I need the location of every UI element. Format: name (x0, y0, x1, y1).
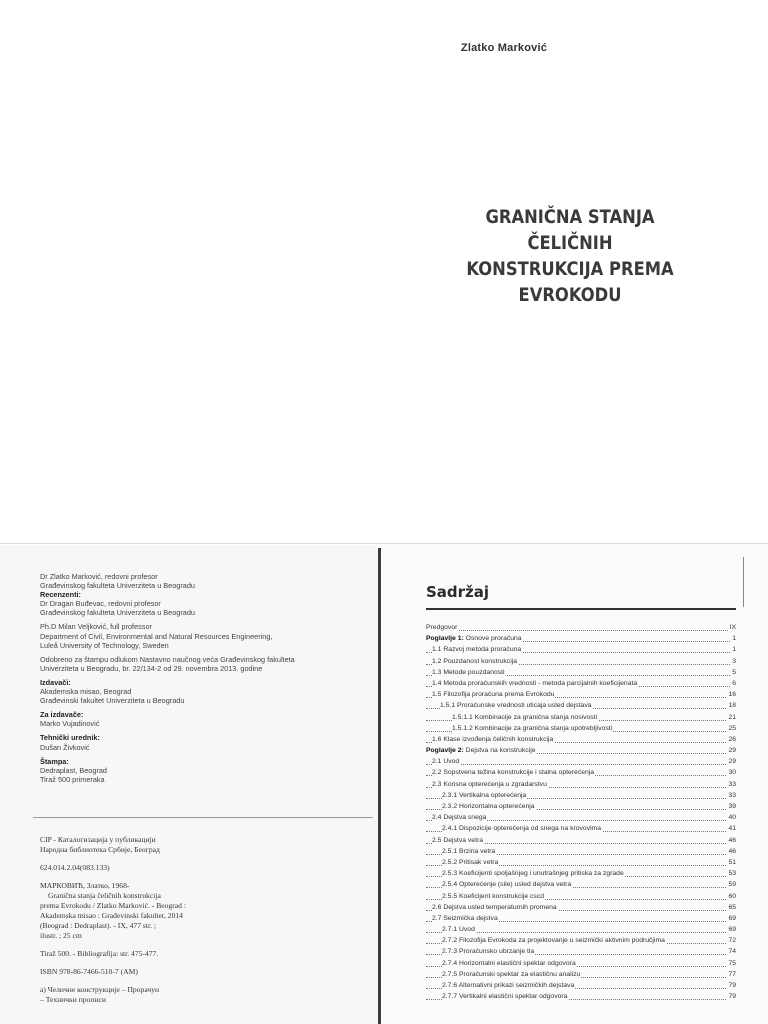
toc-entry-title: 2.7.5 Proračunski spektar za elastičnu analizu (442, 969, 581, 980)
toc-page-number: 51 (727, 857, 736, 868)
toc-entry-title: 2.7.2 Filozofija Evrokoda za projektovanje u seizmički aktivnim područjima (442, 935, 666, 946)
toc-entry (426, 790, 736, 801)
toc-entry (426, 812, 736, 823)
toc-entry-title: 2.7.1 Uvod (442, 924, 476, 935)
imprint-author-line-1: Dr Zlatko Marković, redovni profesor (40, 572, 158, 581)
toc-entry (426, 801, 736, 812)
cip-entry-line-3: prema Evrokodu / Zlatko Marković. - Beograd : (40, 901, 186, 910)
page-edge (743, 557, 744, 607)
toc-page-number: 16 (727, 689, 736, 700)
toc-page-number: 40 (727, 812, 736, 823)
book-title (450, 204, 691, 308)
page-divider (0, 543, 768, 544)
toc-page-number: 21 (727, 712, 736, 723)
toc-entry (426, 633, 736, 644)
toc-entry-title: 2.7.6 Alternativni prikazi seizmičkih dejstava (442, 980, 575, 991)
toc-entry (426, 745, 736, 756)
imprint-author-line-2: Građevinskog fakulteta Univerziteta u Beogradu (40, 581, 195, 591)
toc-leader-dots (426, 764, 736, 765)
for-publisher-label: Za izdavače: (40, 710, 84, 720)
toc-page-number: 25 (727, 723, 736, 734)
book-title-line-3: EVROKODU (518, 284, 622, 306)
book-title-line-2: KONSTRUKCIJA PREMA (466, 258, 674, 280)
toc-entry-title: 2.7 Seizmička dejstva (432, 913, 499, 924)
toc-entry-title: 1.1 Razvoj metoda proračuna (432, 644, 522, 655)
toc-page-number: 53 (727, 868, 736, 879)
toc-entry-title: 2.4.1 Dispozicije opterećenja od snega na krovovima (442, 823, 602, 834)
toc-entry-title: 2.5.5 Koeficijent konstrukcije cscd (442, 891, 545, 902)
toc-entry-title: 1.3 Metode pouzdanosti (432, 667, 506, 678)
toc-page-number: 26 (727, 734, 736, 745)
toc-entry-title: 1.2 Pouzdanost konstrukcija (432, 656, 518, 667)
toc-entry-title: 2.3 Korisna opterećenja u zgradarstvu (432, 779, 548, 790)
toc-page-number: 1 (731, 644, 736, 655)
toc-entry (426, 756, 736, 767)
toc-entry (426, 656, 736, 667)
imprint-block (40, 572, 370, 784)
toc-entry-title: 2.2 Sopstvena težina konstrukcije i stalna opterećenja (432, 767, 595, 778)
toc-entry-title: 1.5.1 Proračunske vrednosti uticaja usled dejstava (440, 700, 593, 711)
toc-entry (426, 712, 736, 723)
toc-entry (426, 935, 736, 946)
toc-rule (426, 608, 736, 610)
tech-editor-label: Tehnički urednik: (40, 733, 100, 743)
toc-entry-title: 2.3.1 Vertikalna opterećenja (442, 790, 527, 801)
toc-entry (426, 700, 736, 711)
toc-entry (426, 734, 736, 745)
cip-isbn: ISBN 978-86-7466-510-7 (AM) (40, 967, 138, 976)
toc-chapter-title: Dejstva na konstrukcije (463, 747, 536, 755)
cover-author: Zlatko Marković (460, 42, 548, 54)
toc-leader-dots (426, 630, 736, 631)
toc-page-number: 74 (727, 946, 736, 957)
toc-entry (426, 913, 736, 924)
toc-page-number: 41 (727, 823, 736, 834)
toc-entry-title: 2.5.4 Opterećenje (sile) usled dejstva vetra (442, 879, 572, 890)
publisher-line-1: Akademska misao, Beograd (40, 687, 132, 697)
cip-line-1: CIP - Каталогизација у публикацији (40, 835, 156, 844)
toc-page-number: 29 (727, 756, 736, 767)
cip-entry-line-6: ilustr. ; 25 cm (40, 931, 82, 940)
toc-entry (426, 779, 736, 790)
printer-name: Dedraplast, Beograd (40, 765, 107, 775)
toc-title: Sadržaj (426, 583, 490, 601)
toc-entry (426, 857, 736, 868)
toc-entry-title: 2.6 Dejstva usled temperaturnih promena (432, 902, 558, 913)
publisher-label: Izdavači: (40, 677, 71, 687)
cip-notes: Tiraž 500. - Bibliografija: str. 475-477. (40, 949, 159, 958)
toc-entry (426, 868, 736, 879)
toc-page-number: 18 (727, 700, 736, 711)
toc-entry (426, 924, 736, 935)
toc-page-number: 33 (727, 790, 736, 801)
toc-entry (426, 991, 736, 1002)
toc-entry-title (426, 745, 537, 756)
toc-page-number: 69 (727, 924, 736, 935)
toc-entry-title: 2.5.3 Koeficijenti spoljašnjeg i unutrašnjeg pritiska za zgrade (442, 868, 625, 879)
toc-chapter-label: Poglavlje 1: (426, 635, 464, 643)
toc-entry-title: 1.6 Klase izvođenja čeličnih konstrukcija (432, 734, 554, 745)
cip-line-2: Народна библиотека Србије, Београд (40, 845, 160, 854)
reviewer-2-line-1: Ph.D Milan Veljković, full professor (40, 622, 152, 632)
toc-page-number: 79 (727, 980, 736, 991)
toc-entry (426, 946, 736, 957)
cip-entry-line-4: Akademska misao : Građevinski fakultet, 2014 (40, 911, 183, 920)
toc-entry (426, 678, 736, 689)
toc-entry (426, 723, 736, 734)
toc-page-number: IX (729, 622, 736, 633)
toc-entry-title: 2.7.4 Horizontalni elastični spektar odgovora (442, 958, 577, 969)
toc-entry-title: 2.3.2 Horizontalna opterećenja (442, 801, 536, 812)
print-label: Štampa: (40, 756, 69, 766)
toc-page-number: 69 (727, 913, 736, 924)
reviewer-1-line-2: Građevinskog fakulteta Univerziteta u Beogradu (40, 608, 195, 618)
toc-entry (426, 689, 736, 700)
toc-entry (426, 767, 736, 778)
toc-chapter-title: Osnove proračuna (463, 635, 522, 643)
toc-entry (426, 980, 736, 991)
toc-page-number: 29 (727, 745, 736, 756)
toc-entry (426, 958, 736, 969)
book-gutter (378, 548, 381, 1024)
cip-entry-line-2: Granična stanja čeličnih konstrukcija (48, 891, 161, 900)
toc-page-number: 1 (731, 633, 736, 644)
toc-entry (426, 622, 736, 633)
reviewer-1-line-1: Dr Dragan Buđevac, redovni profesor (40, 599, 161, 609)
toc-entry (426, 823, 736, 834)
cip-entry-line-1: МАРКОВИЋ, Златко, 1968- (40, 881, 130, 890)
cip-block (40, 835, 370, 1005)
toc-entry-title: 1.5.1.2 Kombinacije za granična stanja upotrebljivosti (452, 723, 613, 734)
cip-subject-2: – Технички прописи (40, 995, 106, 1004)
toc-entry-title: 1.5 Filozofija proračuna prema Evrokodu (432, 689, 555, 700)
toc-entry-title: 1.4 Metoda proračunskih vrednosti - metoda parcijalnih koeficijenata (432, 678, 638, 689)
toc-page-number: 5 (731, 667, 736, 678)
toc-page-number: 60 (727, 891, 736, 902)
toc-page-number: 46 (727, 846, 736, 857)
toc-entry (426, 879, 736, 890)
toc-entry-title: 2.4 Dejstva snega (432, 812, 487, 823)
cip-udc: 624.014.2.04(083.133) (40, 863, 110, 872)
for-publisher-name: Marko Vujadinović (40, 719, 100, 729)
toc-page-number: 59 (727, 879, 736, 890)
tech-editor-name: Dušan Živković (40, 742, 90, 752)
toc-entry-title: 2.7.3 Proračunsko ubrzanje tla (442, 946, 535, 957)
toc-entry-title: 2.1 Uvod (432, 756, 460, 767)
toc-entry-title: 2.5.2 Pritisak vetra (442, 857, 499, 868)
toc-page-number: 30 (727, 767, 736, 778)
toc-entry-title: 2.5.1 Brzina vetra (442, 846, 496, 857)
print-run: Tiraž 500 primeraka (40, 774, 105, 784)
toc-entry (426, 969, 736, 980)
toc-entry (426, 891, 736, 902)
toc-entry-title: 2.7.7 Vertikalni elastični spektar odgovora (442, 991, 568, 1002)
toc-page-number: 72 (727, 935, 736, 946)
toc-page-number: 3 (731, 656, 736, 667)
book-title-line-1: GRANIČNA STANJA ČELIČNIH (485, 206, 655, 254)
publisher-line-2: Građevinski fakultet Univerziteta u Beogradu (40, 696, 185, 706)
toc-page-number: 46 (727, 835, 736, 846)
toc-page-number: 77 (727, 969, 736, 980)
toc-page-number: 65 (727, 902, 736, 913)
approval-line-1: Odobreno za štampu odlukom Nastavno naučnog veća Građevinskog fakulteta (40, 654, 295, 664)
reviewers-label: Recenzenti: (40, 590, 81, 600)
toc-page-number: 6 (731, 678, 736, 689)
toc-page-number: 33 (727, 779, 736, 790)
toc-page-number: 79 (727, 991, 736, 1002)
cip-entry-line-5: (Beograd : Dedraplast). - IX, 477 str. ; (40, 921, 156, 930)
cip-subject-1: a) Челичне конструкције – Прорачун (40, 985, 160, 994)
toc-page-number: 39 (727, 801, 736, 812)
toc-entry (426, 902, 736, 913)
toc-chapter-label: Poglavlje 2: (426, 747, 464, 755)
imprint-page (0, 545, 380, 1024)
reviewer-2-line-3: Luleå University of Technology, Sweden (40, 640, 169, 650)
cip-divider (33, 817, 373, 818)
toc-entry (426, 644, 736, 655)
toc-entry (426, 667, 736, 678)
toc-entry-title (426, 633, 523, 644)
toc-entry-title: 2.5 Dejstva vetra (432, 835, 484, 846)
approval-line-2: Univerziteta u Beogradu, br. 22/134-2 od 29. novembra 2013. godine (40, 663, 263, 673)
toc-entry (426, 835, 736, 846)
toc-entry-title: Predgovor (426, 622, 458, 633)
reviewer-2-line-2: Department of Civil, Environmental and Natural Resources Engineering, (40, 631, 273, 641)
toc-page (382, 545, 768, 1024)
toc-page-number: 75 (727, 958, 736, 969)
toc-list (426, 622, 736, 1002)
toc-entry (426, 846, 736, 857)
toc-entry-title: 1.5.1.1 Kombinacije za granična stanja nosivosti (452, 712, 598, 723)
